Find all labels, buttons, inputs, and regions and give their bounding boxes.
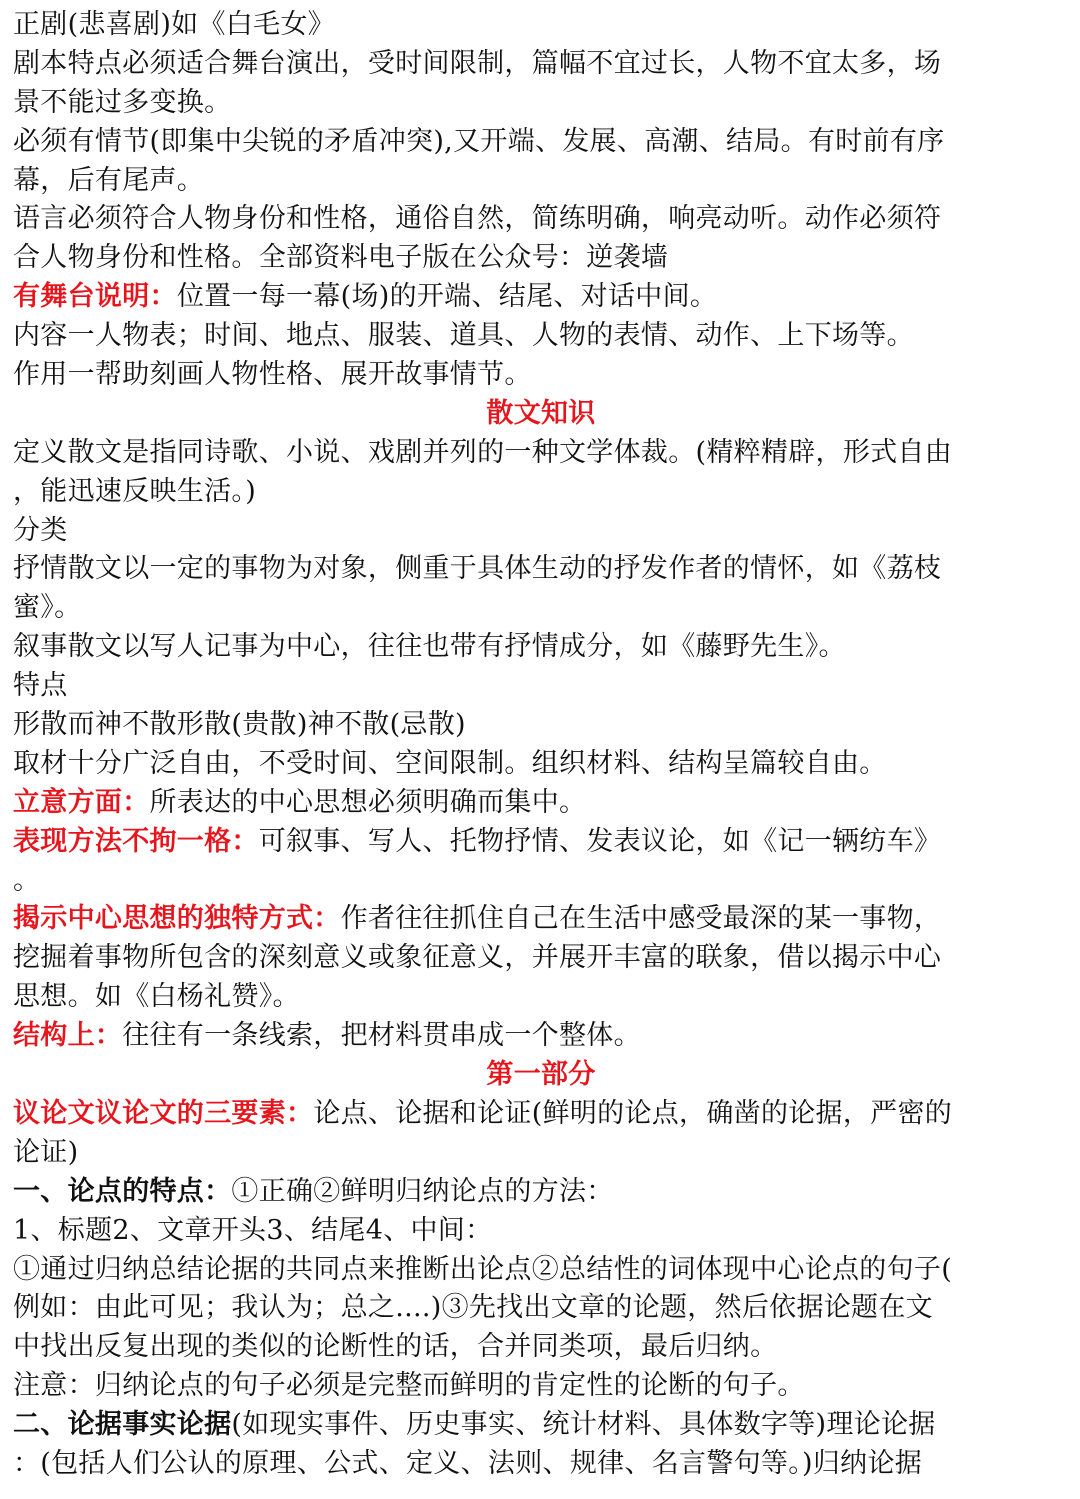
highlight-label: 结构上： — [13, 1020, 123, 1052]
line-text: ①通过归纳总结论据的共同点来推断出论点②总结性的词体现中心论点的句子( — [13, 1253, 953, 1285]
line-text: 蜜》。 — [13, 592, 82, 624]
text-line — [13, 473, 1069, 512]
text-line — [13, 84, 1069, 123]
line-text: 例如：由此可见；我认为；总之....)③先找出文章的论题，然后依据论题在文 — [13, 1292, 933, 1324]
line-text: 可叙事、写人、托物抒情、发表议论，如《记一辆纺车》 — [258, 825, 942, 857]
line-text: 思想。如《白杨礼赞》。 — [13, 981, 300, 1013]
line-text: 幕，后有尾声。 — [13, 164, 205, 196]
text-line — [13, 939, 1069, 978]
bold-label: 一、论点的特点： — [13, 1175, 232, 1207]
section-heading: 第一部分 — [486, 1059, 596, 1091]
text-line — [13, 628, 1069, 667]
highlight-label: 有舞台说明： — [13, 281, 177, 313]
text-line — [13, 978, 1069, 1017]
text-line — [13, 1406, 1069, 1445]
line-text: 特点 — [13, 670, 68, 702]
line-text: 景不能过多变换。 — [13, 86, 232, 118]
line-text: 作用一帮助刻画人物性格、展开故事情节。 — [13, 359, 532, 391]
text-line — [13, 123, 1069, 162]
highlight-label: 议论文议论文的三要素： — [13, 1097, 314, 1129]
text-line — [13, 6, 1069, 45]
line-text: 抒情散文以一定的事物为对象，侧重于具体生动的抒发作者的情怀，如《荔枝 — [13, 553, 942, 585]
line-text: 往往有一条线索，把材料贯串成一个整体。 — [122, 1020, 641, 1052]
text-line — [13, 512, 1069, 551]
text-line — [13, 317, 1069, 356]
text-line — [13, 900, 1069, 939]
line-text: 论证) — [13, 1136, 79, 1168]
line-text: 剧本特点必须适合舞台演出，受时间限制，篇幅不宜过长，人物不宜太多，场 — [13, 47, 942, 79]
line-text: 所表达的中心思想必须明确而集中。 — [149, 786, 587, 818]
line-text: 分类 — [13, 514, 68, 546]
line-text: 注意：归纳论点的句子必须是完整而鲜明的肯定性的论断的句子。 — [13, 1370, 805, 1402]
bold-label: 二、论据事实论据 — [13, 1409, 232, 1441]
line-text: 定义散文是指同诗歌、小说、戏剧并列的一种文学体裁。(精粹精辟，形式自由 — [13, 436, 953, 468]
text-line — [13, 550, 1069, 589]
section-heading: 散文知识 — [486, 397, 596, 429]
text-line — [13, 356, 1069, 395]
text-line — [13, 434, 1069, 473]
text-line — [13, 589, 1069, 628]
text-line — [13, 1289, 1069, 1328]
line-text: 形散而神不散形散(贵散)神不散(忌散) — [13, 709, 466, 741]
line-text: 语言必须符合人物身份和性格，通俗自然，简练明确，响亮动听。动作必须符 — [13, 203, 942, 235]
text-line — [13, 200, 1069, 239]
line-text: 。 — [13, 864, 41, 896]
text-line — [13, 745, 1069, 784]
line-text: 取材十分广泛自由，不受时间、空间限制。组织材料、结构呈篇较自由。 — [13, 747, 887, 779]
line-text: 中找出反复出现的类似的论断性的话，合并同类项，最后归纳。 — [13, 1331, 778, 1363]
line-text: 内容一人物表；时间、地点、服装、道具、人物的表情、动作、上下场等。 — [13, 320, 914, 352]
line-text: 正剧(悲喜剧)如《白毛女》 — [13, 9, 335, 40]
text-line — [13, 862, 1069, 901]
text-line — [13, 239, 1069, 278]
line-text: 叙事散文以写人记事为中心，往往也带有抒情成分，如《藤野先生》。 — [13, 631, 846, 663]
text-line — [13, 667, 1069, 706]
text-line — [13, 1095, 1069, 1134]
line-text: 挖掘着事物所包含的深刻意义或象征意义，并展开丰富的联象，借以揭示中心 — [13, 942, 942, 974]
text-line — [13, 1328, 1069, 1367]
text-line — [13, 45, 1069, 84]
line-text: 位置一每一幕(场)的开端、结尾、对话中间。 — [176, 281, 718, 313]
line-text: 论点、论据和论证(鲜明的论点，确凿的论据，严密的 — [313, 1097, 953, 1129]
line-text: (如现实事件、历史事实、统计材料、具体数字等)理论论据 — [231, 1409, 936, 1441]
line-text: 合人物身份和性格。全部资料电子版在公众号：逆袭墙 — [13, 242, 669, 274]
text-line — [13, 1251, 1069, 1290]
text-line — [13, 1445, 1069, 1484]
text-line — [13, 1212, 1069, 1251]
text-line — [13, 278, 1069, 317]
text-line — [13, 1134, 1069, 1173]
line-text: ①正确②鲜明归纳论点的方法： — [231, 1175, 614, 1207]
highlight-label: 揭示中心思想的独特方式： — [13, 903, 341, 935]
text-line — [13, 162, 1069, 201]
text-line — [13, 1017, 1069, 1056]
text-line — [13, 784, 1069, 823]
text-line — [13, 1367, 1069, 1406]
line-text: ，能迅速反映生活。) — [13, 475, 257, 507]
text-line — [13, 706, 1069, 745]
line-text: 必须有情节(即集中尖锐的矛盾冲突),又开端、发展、高潮、结局。有时前有序 — [13, 125, 945, 157]
highlight-label: 表现方法不拘一格： — [13, 825, 259, 857]
line-text: 作者往往抓住自己在生活中感受最深的某一事物， — [340, 903, 942, 935]
document-body — [13, 6, 1069, 1484]
text-line — [13, 1173, 1069, 1212]
highlight-label: 立意方面： — [13, 786, 150, 818]
text-line — [13, 823, 1069, 862]
line-text: ：(包括人们公认的原理、公式、定义、法则、规律、名言警句等。)归纳论据 — [13, 1447, 923, 1479]
line-text: 1、标题2、文章开头3、结尾4、中间： — [13, 1214, 493, 1246]
